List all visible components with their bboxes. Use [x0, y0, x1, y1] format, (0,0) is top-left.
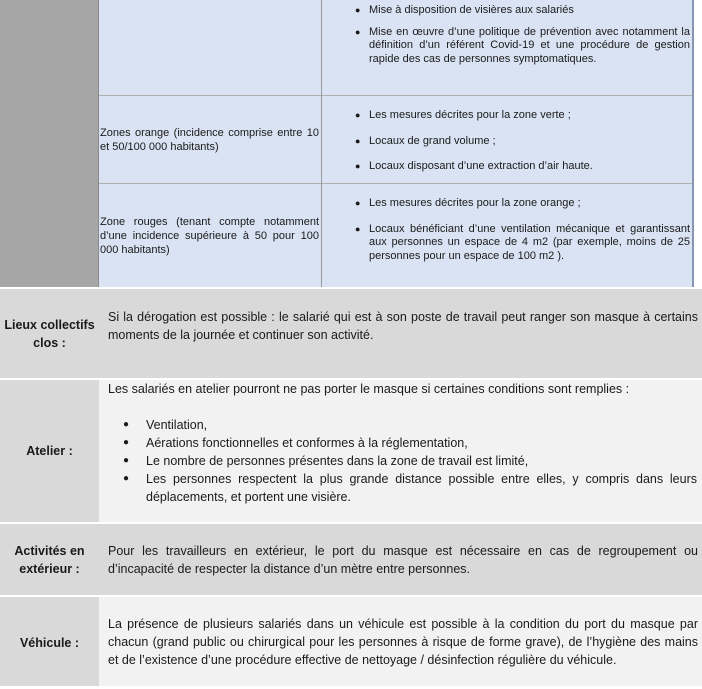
zones-row-green [99, 0, 692, 96]
list-item: ● Locaux bénéficiant d’une ventilation mécanique et garantissant aux personnes un espace de 4 m2 (par exemple, moins de 25 personnes pour un espace de 100 m2 ). [355, 222, 690, 262]
list-item: ● Locaux disposant d’une extraction d’air haute. [355, 160, 593, 172]
row-content-atelier [99, 380, 702, 522]
list-item: ● Le nombre de personnes présentes dans la zone de travail est limité, [123, 454, 529, 468]
list-item: ● Les personnes respectent la plus grande distance possible entre elles, y compris dans leurs déplacements, et portent une visière. [123, 472, 697, 504]
row-label-vehicule: Véhicule : [0, 597, 99, 689]
row-content-exterieur: Pour les travailleurs en extérieur, le port du masque est nécessaire en cas de regroupement ou d’incapacité de respecter la distance d’un mètre entre personnes. [99, 524, 702, 595]
row-label-atelier: Atelier : [0, 380, 99, 522]
zones-table-divider [321, 0, 322, 287]
list-item: ● Mise à disposition de visières aux salariés [355, 4, 574, 16]
row-label-exterieur: Activités en extérieur : [0, 524, 99, 595]
table-left-column [0, 0, 99, 287]
list-item: ● Aérations fonctionnelles et conformes à la réglementation, [123, 436, 468, 450]
zones-row-orange-measures [321, 109, 692, 174]
list-item: ● Ventilation, [123, 418, 208, 432]
zones-row-orange [99, 96, 692, 184]
zones-row-green-measures [321, 4, 692, 66]
row-content-lieux: Si la dérogation est possible : le salarié qui est à son poste de travail peut ranger son masque à certains moments de la journée et continuer son activité. [99, 289, 702, 378]
row-label-lieux: Lieux collectifs clos : [0, 289, 99, 378]
list-item: ● Mise en œuvre d’une politique de prévention avec notamment la définition d’un référent Covid-19 et une procédure de gestion rapide des cas de personnes symptomatiques. [355, 25, 690, 65]
zone-red-label: Zone rouges (tenant compte notamment d’une incidence supérieure à 50 pour 100 000 habitants) [100, 216, 319, 256]
zones-row-red [99, 184, 692, 287]
list-item: ● Les mesures décrites pour la zone verte ; [355, 109, 571, 121]
zones-table-edge [692, 0, 702, 287]
atelier-intro: Les salariés en atelier pourront ne pas porter le masque si certaines conditions sont remplies : [108, 382, 630, 396]
list-item: ● Locaux de grand volume ; [355, 134, 496, 147]
list-item: ● Les mesures décrites pour la zone orange ; [355, 197, 581, 209]
row-content-vehicule: La présence de plusieurs salariés dans un véhicule est possible à la condition du port du masque par chacun (grand public ou chirurgical pour les personnes à risque de forme grave), de l’hygiène des mains et de l’existence d’une procédure effective de nettoyage / désinfection régulière du véhicule. [99, 597, 702, 689]
zones-row-red-measures [321, 197, 692, 263]
zone-orange-label: Zones orange (incidence comprise entre 10 et 50/100 000 habitants) [100, 127, 319, 153]
